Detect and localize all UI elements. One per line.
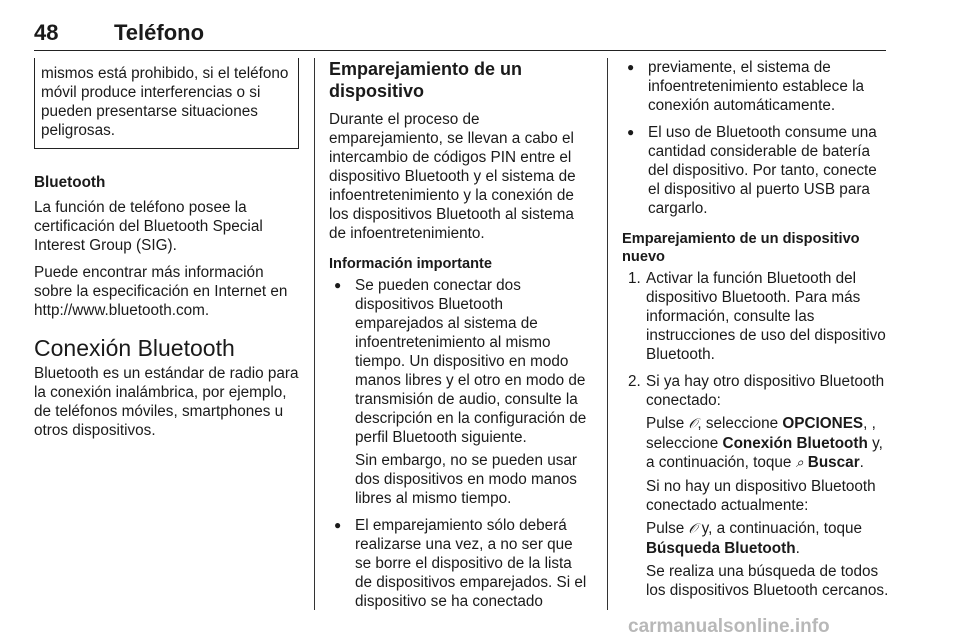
conexion-paragraph: Bluetooth es un estándar de radio para la conexión inalámbrica, por ejemplo, de teléfonos móviles, smartphones u otros dispositivos.: [34, 365, 299, 439]
pulse-text-2: Pulse: [646, 520, 685, 537]
bullet-text: Se pueden conectar dos dispositivos Bluetooth emparejados al sistema de infoentretenimiento al mismo tiempo. Un dispositivo en modo manos libres y el otro en modo de transmisión de audio, consulte la descripción en la configuración de perfil Bluetooth siguiente.: [355, 277, 587, 446]
conexion-bluetooth-label: Conexión Bluetooth: [722, 435, 868, 452]
steps-list: [622, 269, 890, 600]
info-heading: Información importante: [329, 256, 492, 272]
busqueda-bluetooth-label: Búsqueda Bluetooth: [646, 540, 796, 557]
bluetooth-paragraph-1: La función de teléfono posee la certificación del Bluetooth Special Interest Group (SIG).: [34, 199, 263, 254]
conexion-heading: Conexión Bluetooth: [34, 335, 235, 361]
seleccione-text: , seleccione: [697, 415, 779, 432]
column-divider-1: [314, 58, 315, 610]
pairing-heading: Emparejamiento de un dispositivo: [329, 59, 523, 101]
step-2: [622, 372, 890, 600]
bluetooth-paragraph-2: Puede encontrar más información sobre la especificación en Internet en http://www.bluetooth.com.: [34, 264, 288, 319]
watermark: carmanualsonline.info: [628, 616, 830, 637]
pair-device-heading: Emparejamiento de un dispositivo nuevo: [622, 231, 860, 265]
bullet-text: El uso de Bluetooth consume una cantidad considerable de batería del dispositivo. Por tanto, conecte el dispositivo al puerto USB para cargarlo.: [648, 124, 877, 217]
info-bullet-list: [329, 276, 592, 611]
step-number: 2.: [628, 373, 641, 390]
opciones-label: OPCIONES: [782, 415, 864, 432]
toque-text: y, a continuación, toque: [646, 435, 883, 471]
warning-box: [34, 58, 299, 149]
continued-bullet-list: [622, 58, 890, 218]
bullet-text-extra: Sin embargo, no se pueden usar dos dispositivos en modo manos libres al mismo tiempo.: [355, 452, 577, 507]
step-2-instruction-1: Pulse 𝒪, seleccione OPCIONES, , seleccione Conexión Bluetooth y, a continuación, toque ⌕ Buscar.: [646, 415, 883, 471]
search-icon: ⌕: [795, 455, 804, 471]
step-1: [622, 269, 890, 364]
bullet-text: El emparejamiento sólo deberá realizarse una vez, a no ser que se borre el dispositivo de la lista de dispositivos emparejados. Si el dispositivo se ha conectado: [355, 517, 587, 610]
bullet-text-continued: previamente, el sistema de infoentretenimiento establece la conexión automáticamente.: [648, 59, 864, 114]
step-text: Si ya hay otro dispositivo Bluetooth conectado:: [646, 373, 885, 409]
bluetooth-heading: Bluetooth: [34, 174, 106, 191]
step-number: 1.: [628, 270, 641, 287]
list-item-continued: [622, 58, 890, 115]
continuation-text: y, a continuación, toque: [697, 520, 863, 537]
page-title: Teléfono: [114, 20, 205, 45]
list-item: [329, 276, 592, 508]
phone-icon: 𝒪: [688, 416, 698, 432]
phone-icon: 𝒪: [688, 521, 698, 537]
warning-text: mismos está prohibido, si el teléfono móvil produce interferencias o si pueden presentarse situaciones peligrosas.: [41, 65, 289, 139]
list-item: [329, 516, 592, 611]
pulse-text: Pulse: [646, 415, 685, 432]
column-1: [34, 58, 299, 448]
column-divider-2: [607, 58, 608, 610]
list-item: [622, 123, 890, 218]
column-2: [329, 58, 592, 619]
buscar-label: Buscar: [807, 454, 860, 471]
column-3: [622, 58, 890, 608]
page-number: 48: [34, 20, 59, 45]
seleccione-text-2: , seleccione: [646, 415, 876, 452]
step-2-instruction-2: Pulse 𝒪 y, a continuación, toque Búsqueda Bluetooth.: [646, 520, 863, 557]
step-2-no-device: Si no hay un dispositivo Bluetooth conectado actualmente:: [646, 478, 876, 514]
step-text: Activar la función Bluetooth del dispositivo Bluetooth. Para más información, consulte las instrucciones de uso del dispositivo Bluetooth.: [646, 270, 886, 363]
step-2-search-result: Se realiza una búsqueda de todos los dispositivos Bluetooth cercanos.: [646, 563, 889, 599]
pairing-paragraph: Durante el proceso de emparejamiento, se llevan a cabo el intercambio de códigos PIN entre el dispositivo Bluetooth y el sistema de infoentretenimiento y la conexión de los dispositivos Bluetooth al sistema de infoentretenimiento.: [329, 111, 576, 242]
page-header: [34, 18, 886, 51]
